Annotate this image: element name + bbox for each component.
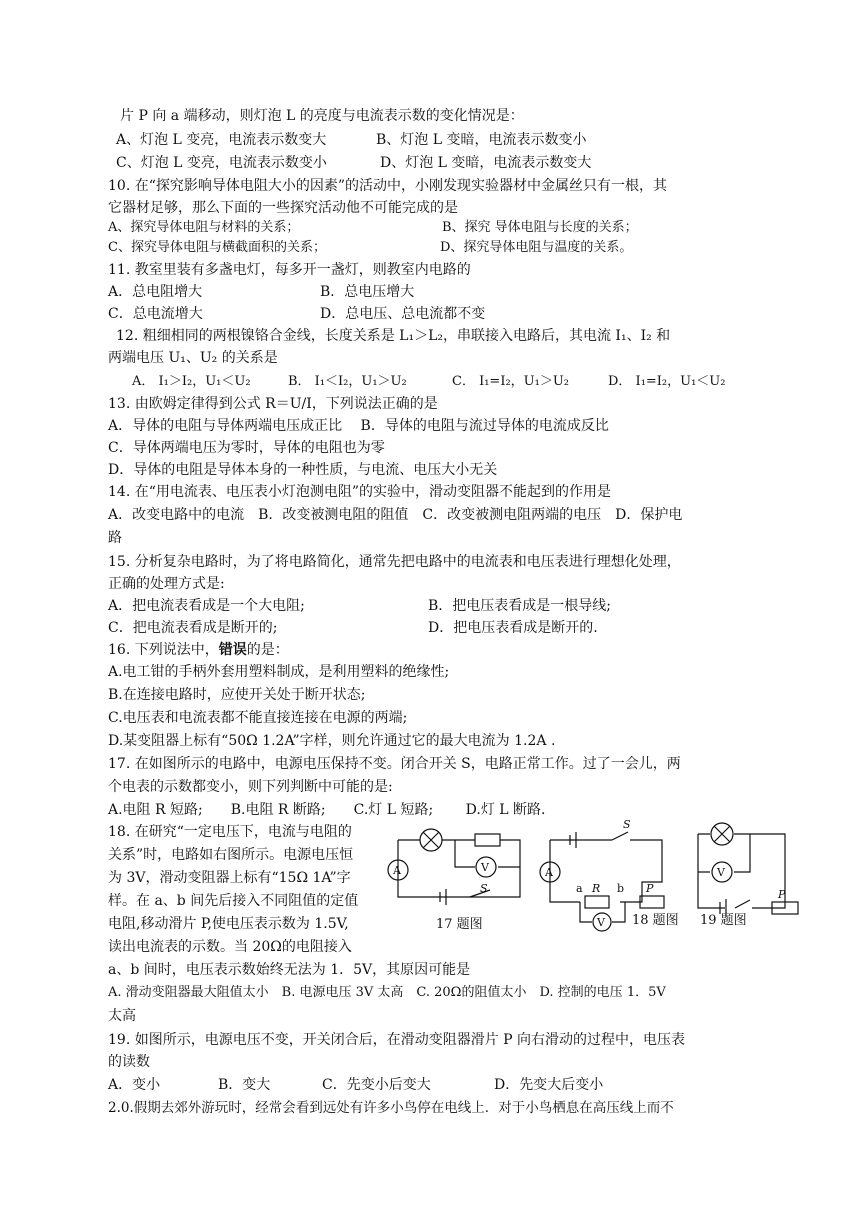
fig19-caption: 19 题图 [700,913,747,928]
q10-option-a: A、探究导体电阻与材料的关系； [108,220,300,235]
q14-options: A．改变电路中的电流 B．改变被测电阻的阻值 C．改变被测电阻两端的电压 D．保护电 [108,507,683,523]
q18-stem-line7: a、b 间时，电压表示数始终无法为 1．5V，其原因可能是 [108,962,471,978]
q12-stem-line2: 两端电压 U₁、U₂ 的关系是 [108,350,278,366]
q18-stem-line5: 电阻,移动滑片 P,使电压表示数为 1.5V, [108,916,349,932]
q10-option-b: B、探究 导体电阻与长度的关系； [442,220,638,235]
q9-stem-tail: 片 P 向 a 端移动，则灯泡 L 的亮度与电流表示数的变化情况是： [120,108,524,124]
q17-stem-line2: 个电表的示数都变小，则下列判断中可能的是: [108,779,393,795]
q16-stem-prefix: 16. 下列说法中， [108,642,219,658]
q12-option-b: B． I₁＜I₂，U₁＞U₂ [288,374,407,389]
q16-stem-emphasis: 错误 [218,642,247,658]
q16-option-d: D.某变阻器上标有“50Ω 1.2A”字样，则允许通过它的最大电流为 1.2A . [108,733,556,749]
fig19-voltmeter-label: V [717,866,725,879]
q12-option-c: C． I₁=I₂，U₁＞U₂ [452,374,570,389]
q18-stem-line1: 18. 在研究“一定电压下，电流与电阻的 [108,824,352,840]
q10-stem-line2: 它器材足够，那么下面的一些探究活动他不可能完成的是 [108,200,458,216]
fig18-resistor [585,896,609,908]
fig17-caption: 17 题图 [436,917,483,932]
fig17-resistor [475,834,500,846]
q18-options-tail: 太高 [108,1008,136,1024]
q11-option-c: C．总电流增大 [108,306,203,322]
q18-stem-line4: 样。在 a、b 间先后接入不同阻值的定值 [108,893,359,909]
q18-stem-line3: 为 3V，滑动变阻器上标有“15Ω 1A”字 [108,870,351,886]
q12-option-d: D． I₁=I₂，U₁＜U₂ [608,374,726,389]
q16-option-b: B.在连接电路时，应使开关处于断开状态; [108,687,366,703]
q19-option-b: B．变大 [218,1077,271,1093]
fig17-ammeter-label: A [393,864,401,877]
q9-option-a: A、灯泡 L 变亮，电流表示数变大 [116,132,327,148]
q11-option-d: D．总电压、总电流都不变 [320,306,486,322]
q9-option-d: D、灯泡 L 变暗，电流表示数变大 [380,155,592,171]
q13-options-ab: A．导体的电阻与导体两端电压成正比 B．导体的电阻与流过导体的电流成反比 [108,418,609,434]
q15-stem-line1: 15. 分析复杂电路时，为了将电路简化，通常先把电路中的电流表和电压表进行理想化处理， [108,554,681,570]
q19-option-d: D．先变大后变小 [494,1077,604,1093]
fig19-slider-label: P [778,888,786,901]
q18-options: A. 滑动变阻器最大阻值太小 B. 电源电压 3V 太高 C. 20Ω的阻值太小 D. 控制的电压 1．5V [108,985,666,1000]
q16-stem [108,640,289,660]
fig18-point-b: b [617,882,625,895]
q20-stem-line1: 2.0.假期去郊外游玩时，经常会看到远处有许多小鸟停在电线上．对于小鸟栖息在高压线上而不 [108,1100,674,1116]
q11-option-a: A．总电阻增大 [108,284,203,300]
fig18-resistor-label: R [592,882,601,895]
q11-stem: 11. 教室里装有多盏电灯，每多开一盏灯，则教室内电路的 [108,262,471,278]
fig18-switch [612,832,628,840]
q17-stem-line1: 17. 在如图所示的电路中，电源电压保持不变。闭合开关 S，电路正常工作。过了一会儿，两 [108,756,681,772]
q19-stem-line1: 19. 如图所示，电源电压不变，开关闭合后，在滑动变阻器滑片 P 向右滑动的过程中，电压表 [108,1032,686,1048]
fig17-voltmeter-label: V [481,861,489,874]
q19-option-c: C．先变小后变大 [322,1077,431,1093]
q10-option-d: D、探究导体电阻与温度的关系。 [440,240,633,255]
fig18-rheostat [640,896,664,908]
fig17-switch-label: S [480,882,488,895]
q11-option-b: B．总电压增大 [320,284,415,300]
fig18-switch-label: S [623,818,631,831]
q10-stem-line1: 10. 在“探究影响导体电阻大小的因素”的活动中，小刚发现实验器材中金属丝只有一根，其 [108,178,668,194]
q12-option-a: A． I₁＞I₂，U₁＜U₂ [132,374,251,389]
q15-option-b: B．把电压表看成是一根导线; [428,598,612,614]
q14-stem: 14. 在“用电流表、电压表小灯泡测电阻”的实验中，滑动变阻器不能起到的作用是 [108,484,612,500]
figure-17-circuit [388,829,520,905]
q17-options: A.电阻 R 短路; B.电阻 R 断路; C.灯 L 短路; D.灯 L 断路. [108,802,546,818]
fig18-caption: 18 题图 [632,913,679,928]
fig18-slider-label: P [646,882,654,895]
q18-stem-line6: 读出电流表的示数。当 20Ω的电阻接入 [108,939,352,955]
q12-stem-line1: 12. 粗细相同的两根镍铬合金线，长度关系是 L₁＞L₂，串联接入电路后，其电流 I₁、I₂ 和 [116,328,671,344]
q13-option-c: C．导体两端电压为零时，导体的电阻也为零 [108,440,385,456]
q13-stem: 13. 由欧姆定律得到公式 R＝U/I，下列说法正确的是 [108,396,438,412]
q15-option-d: D．把电压表看成是断开的. [428,620,598,636]
q15-stem-line2: 正确的处理方式是: [108,576,225,592]
q10-option-c: C、探究导体电阻与横截面积的关系； [108,240,326,255]
figures-svg [380,812,820,932]
q14-options-tail: 路 [108,530,122,546]
q18-stem-line2: 关系”时，电路如右图所示。电源电压恒 [108,847,354,863]
q19-stem-line2: 的读数 [108,1054,150,1070]
q16-stem-suffix: 的是： [246,642,289,658]
q19-option-a: A．变小 [108,1077,161,1093]
q9-option-b: B、灯泡 L 变暗，电流表示数变小 [376,132,587,148]
q15-option-a: A．把电流表看成是一个大电阻; [108,598,305,614]
fig18-point-a: a [576,882,583,895]
figure-19-circuit [698,823,798,917]
fig18-voltmeter-label: V [597,916,605,929]
q16-option-a: A.电工钳的手柄外套用塑料制成，是利用塑料的绝缘性; [108,664,450,680]
q13-option-d: D．导体的电阻是导体本身的一种性质，与电流、电压大小无关 [108,462,498,478]
q15-option-c: C．把电流表看成是断开的; [108,620,278,636]
fig18-ammeter-label: A [545,866,553,879]
q9-option-c: C、灯泡 L 变亮，电流表示数变小 [116,155,327,171]
fig19-switch [735,900,750,908]
q16-option-c: C.电压表和电流表都不能直接连接在电源的两端; [108,710,408,726]
